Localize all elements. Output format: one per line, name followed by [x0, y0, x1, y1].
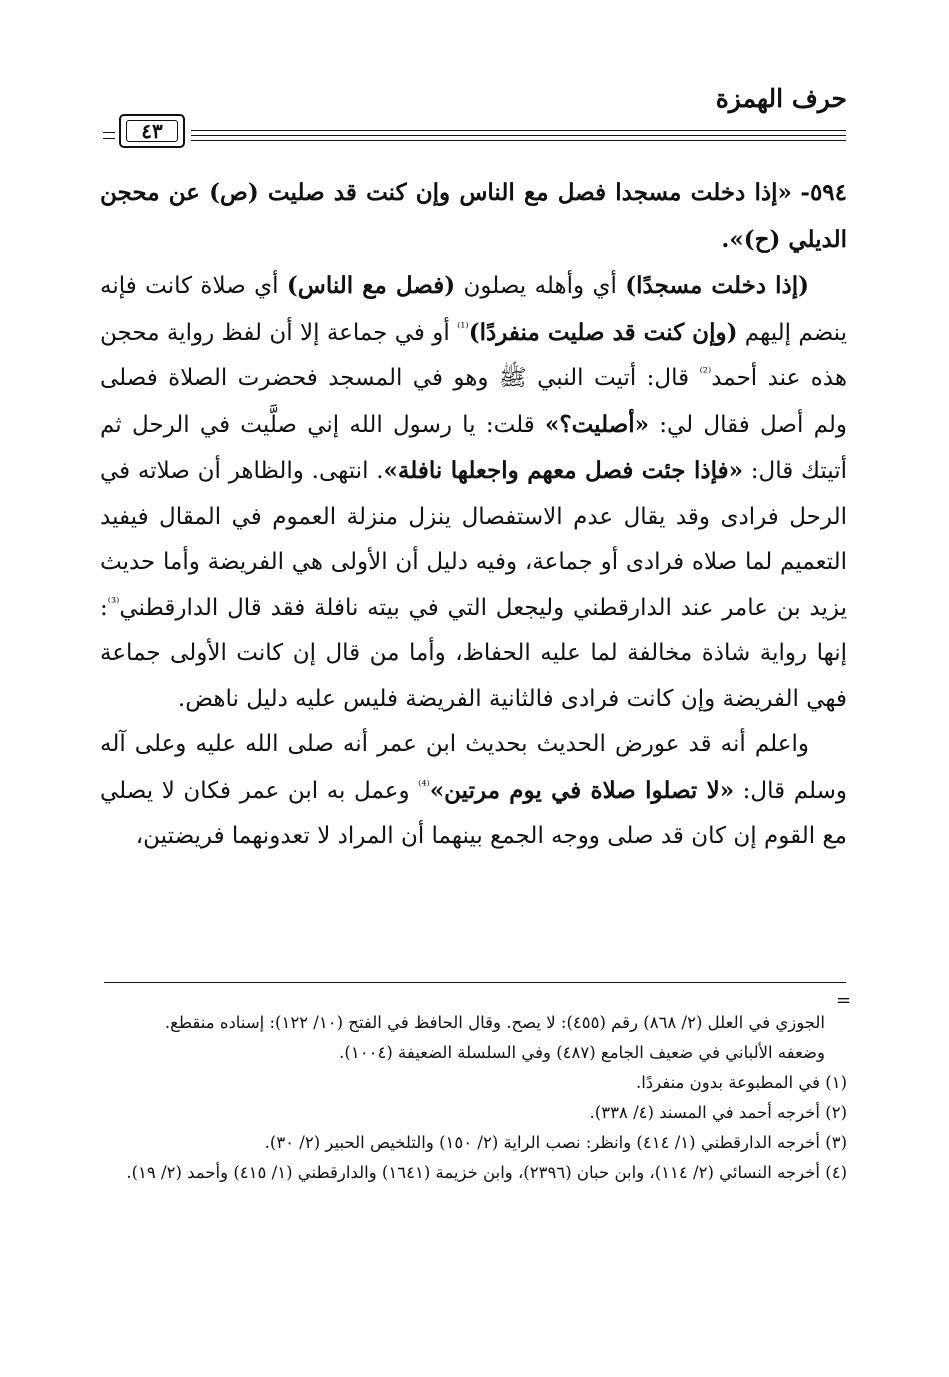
footnotes — [102, 1008, 847, 1188]
main-text — [100, 170, 847, 860]
footnote-ref: ⁽⁴⁾ — [418, 777, 430, 793]
page-number-frame — [119, 114, 185, 148]
footnote-ref: ⁽¹⁾ — [457, 319, 469, 335]
footnote-3: (٣) أخرجه الدارقطني (١/ ٤١٤) وانظر: نصب الراية (٢/ ١٥٠) والتلخيص الحبير (٢/ ٣٠). — [264, 1133, 847, 1152]
commentary-paragraph: (إذا دخلت مسجدًا) أي وأهله يصلون (فصل مع الناس) أي صلاة كانت فإنه ينضم إليهم (وإن كنت قد صليت منفردًا)$^{^{(1)}}$ أو في جماعة إلا أن لفظ رواية محجن هذه عند أحمد$^{^{(2)}}$ قال: أتيت النبي ﷺ وهو في المسجد فحضرت الصلاة فصلى ولم أصل فقال لي: «أصليت؟» قلت: يا رسول الله إني صلَّيت في الرحل ثم أتيتك قال: «فإذا جئت فصل معهم واجعلها نافلة». انتهى. والظاهر أن صلاته في الرحل فرادى وقد يقال عدم الاستفصال ينزل منزلة العموم في المقال فيفيد التعميم لما صلاه فرادى أو جماعة، وفيه دليل أن الأولى هي الفريضة وأما حديث يزيد بن عامر عند الدارقطني وليجعل التي في بيته نافلة فقد قال الدارقطني$^{^{(3)}}$: إنها رواية شاذة مخالفة لما عليه الحفاظ، وأما من قال إن كانت الأولى جماعة فهي الفريضة وإن كانت فرادى فالثانية الفريضة فليس عليه دليل ناهض. — [100, 272, 848, 712]
footnote-ref: ⁽²⁾ — [699, 365, 712, 381]
header-rule — [103, 114, 846, 152]
commentary-paragraph: واعلم أنه قد عورض الحديث بحديث ابن عمر أنه صلى الله عليه وعلى آله وسلم قال: «لا تصلوا صلاة في يوم مرتين»$^{^{(4)}}$ وعمل به ابن عمر فكان لا يصلي مع القوم إن كان قد صلى ووجه الجمع بينهما أن المراد لا تعدونهما فريضتين، — [100, 731, 848, 849]
entry-number: ٥٩٤- — [800, 179, 848, 206]
chapter-title: حرف الهمزة — [715, 84, 847, 113]
footnote-continued: الجوزي في العلل (٢/ ٨٦٨) رقم (٤٥٥): لا يصح. وقال الحافظ في الفتح (١٠/ ١٢٢): إسناده منقطع. — [164, 1013, 825, 1032]
footnote-continued: وضعفه الألباني في ضعيف الجامع (٤٨٧) وفي السلسلة الضعيفة (١٠٠٤). — [339, 1043, 825, 1062]
footnote-ref: ⁽³⁾ — [107, 594, 120, 610]
footnote-1: (١) في المطبوعة بدون منفردًا. — [635, 1073, 847, 1092]
footnote-2: (٢) أخرجه أحمد في المسند (٤/ ٣٣٨). — [589, 1103, 847, 1122]
page-number: ٤٣ — [126, 120, 178, 142]
hadith-heading — [100, 170, 847, 263]
hadith-text: «إذا دخلت مسجدا فصل مع الناس وإن كنت قد صليت (ص) عن محجن الديلي (ح)». — [100, 179, 847, 253]
footnote-separator — [104, 982, 846, 983]
footnote-continuation-mark: = — [836, 990, 852, 1011]
footnote-4: (٤) أخرجه النسائي (٢/ ١١٤)، وابن حبان (٢٣٩٦)، وابن خزيمة (١٦٤١) والدارقطني (١/ ٤١٥) وأحمد (٢/ ١٩). — [126, 1163, 847, 1182]
